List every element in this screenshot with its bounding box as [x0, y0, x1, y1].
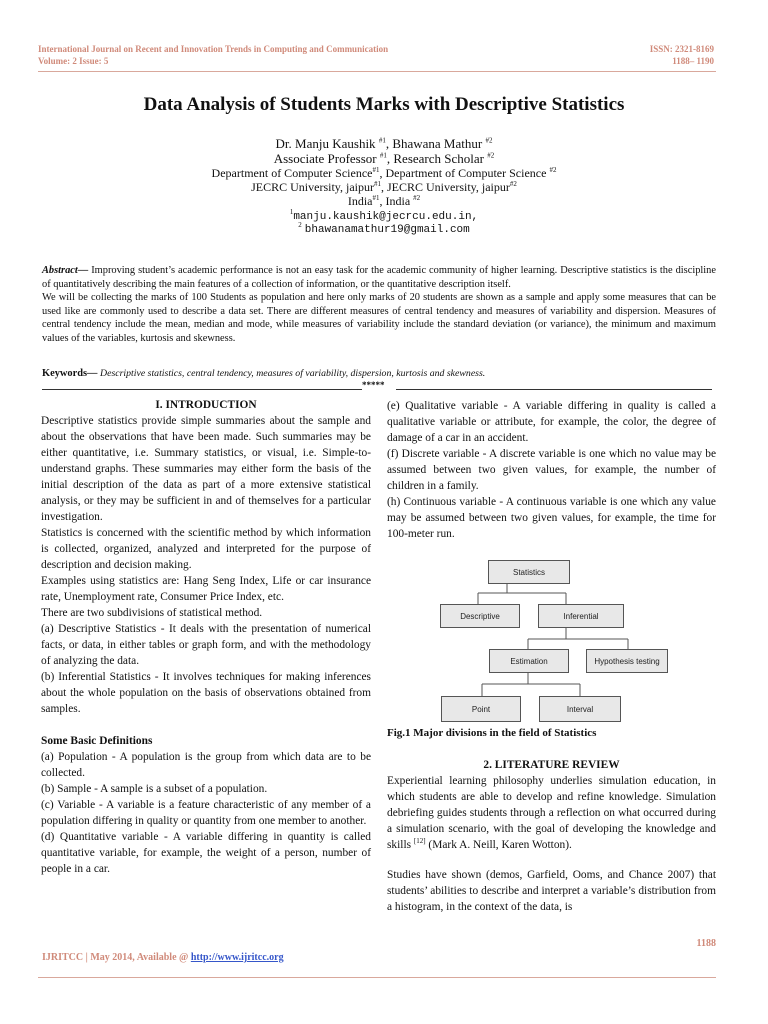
page-number: 1188 — [696, 938, 716, 949]
page-range: 1188– 1190 — [672, 56, 714, 66]
paper-title: Data Analysis of Students Marks with Descriptive Statistics — [143, 94, 625, 115]
diagram-node-estimation: Estimation — [489, 649, 569, 673]
diagram-node-interval: Interval — [539, 696, 621, 722]
literature-paragraph-1: Experiential learning philosophy underlies simulation education, in which students are able to develop and refine knowledge. Simulation debriefing guides students through a reflection on what occurred during a simulation scenario, with the goal of developing the knowledge and skills [12] (Mark A. Neill, Karen Wotton). — [387, 775, 716, 851]
issn: ISSN: 2321-8169 — [649, 44, 714, 54]
footer-text: IJRITCC | May 2014, Available @ http://www.ijritcc.org — [42, 952, 284, 963]
footer-rule — [38, 977, 716, 978]
diagram-node-point: Point — [441, 696, 521, 722]
keywords: Keywords— Descriptive statistics, central tendency, measures of variability, dispersion, kurtosis and skewness. — [42, 368, 486, 379]
right-column-bottom — [387, 757, 716, 915]
abstract: Abstract— Improving student’s academic performance is not an easy task for the academic community of higher learning. Descriptive statistics is the discipline of quantitatively describing the main features of a collection of information, or the quantitative description itself. We will be collecting the marks of 100 Students as population and here only marks of 20 students are shown as a sample and apply some measures that can be used like are commonly used to describe a data set. There are different measures of central tendency and measures of variability and dispersion. Measures of central tendency include the mean, median and mode, while measures of variability include the standard deviation (or variance), the minimum and maximum values of the variables, kurtosis and skewness. — [42, 265, 716, 344]
diagram-node-hypothesis-testing: Hypothesis testing — [586, 649, 668, 673]
author-universities: JECRC University, jaipur$^{\#1}$, JECRC University, jaipur$^{\#2}$ — [251, 180, 517, 194]
intro-paragraph-4: There are two subdivisions of statistical method. — [41, 607, 263, 619]
author-countries: India$^{\#1}$, India $^{\#2}$ — [347, 194, 421, 208]
intro-paragraph-1: Descriptive statistics provide simple summaries about the sample and about the observations that have been made. Such summaries may be either quantitative, i.e. Summary statistics, or visual, i.e. Simple-to-understand graphs. These summaries may either form the basis of the initial description of the data as part of a more extensive statistical analysis, or they may be sufficient in and of themselves for a particular investigation. — [41, 415, 371, 523]
definition-qualitative: (e) Qualitative variable - A variable differing in quality is called a qualitative variable or attribute, for example, the color, the degree of damage of a car in an accident. — [387, 400, 716, 444]
definition-continuous: (h) Continuous variable - A continuous variable is one which any value may be assumed between two given values, for example, the time for 100-meter run. — [387, 496, 716, 540]
author-email-1: $^1$manju.kaushik@jecrcu.edu.in, — [289, 208, 479, 223]
author-names: Dr. Manju Kaushik $^{\#1}$, Bhawana Mathur $^{\#2}$ — [275, 136, 493, 151]
journal-name: International Journal on Recent and Innovation Trends in Computing and Communication — [38, 44, 389, 54]
diagram-node-descriptive: Descriptive — [440, 604, 520, 628]
intro-paragraph-6: (b) Inferential Statistics - It involves techniques for making inferences about the whole population on the basis of observations obtained from samples. — [41, 671, 371, 715]
definition-population: (a) Population - A population is the group from which data are to be collected. — [41, 751, 371, 779]
separator-right — [396, 389, 712, 390]
volume-issue: Volume: 2 Issue: 5 — [38, 56, 109, 66]
author-email-2: $^2$ bhawanamathur19@gmail.com — [298, 221, 470, 236]
definition-sample: (b) Sample - A sample is a subset of a population. — [41, 783, 268, 795]
author-departments: Department of Computer Science$^{\#1}$, Department of Computer Science $^{\#2}$ — [211, 166, 557, 180]
author-roles: Associate Professor $^{\#1}$, Research Scholar $^{\#2}$ — [273, 151, 495, 166]
separator-stars: ***** — [362, 380, 385, 390]
figure-caption: Fig.1 Major divisions in the field of Statistics — [387, 727, 597, 739]
intro-paragraph-3: Examples using statistics are: Hang Seng Index, Life or car insurance rate, Unemployment rate, Consumer Price Index, etc. — [41, 575, 371, 603]
right-column-top — [387, 398, 716, 542]
diagram-node-inferential: Inferential — [538, 604, 624, 628]
literature-paragraph-2: Studies have shown (demos, Garfield, Ooms, and Chance 2007) that students’ abilities to describe and interpret a variable’s distribution from a histogram, in the context of the data, is — [387, 869, 716, 913]
intro-paragraph-2: Statistics is concerned with the scientific method by which information is collected, organized, analyzed and interpreted for the purpose of description and decision making. — [41, 527, 371, 571]
literature-review-heading: 2. LITERATURE REVIEW — [483, 759, 620, 771]
left-column — [41, 397, 371, 877]
definition-variable: (c) Variable - A variable is a feature characteristic of any member of a population differing in quality or quantity from one member to another. — [41, 799, 371, 827]
definition-discrete: (f) Discrete variable - A discrete variable is one which no value may be assumed between two given values, for example, the number of children in a family. — [387, 448, 716, 492]
intro-paragraph-5: (a) Descriptive Statistics - It deals with the presentation of numerical facts, or data, in either tables or graph form, and with the methodology of analyzing the data. — [41, 623, 371, 667]
header-rule — [38, 71, 716, 72]
separator-left — [42, 389, 362, 390]
definitions-heading: Some Basic Definitions — [41, 735, 153, 747]
footer-link[interactable]: http://www.ijritcc.org — [190, 952, 284, 963]
diagram-node-statistics: Statistics — [488, 560, 570, 584]
introduction-heading: I. INTRODUCTION — [155, 399, 257, 411]
definition-quantitative: (d) Quantitative variable - A variable differing in quantity is called quantitative variable, for example, the weight of a person, number of people in a car. — [41, 831, 371, 875]
